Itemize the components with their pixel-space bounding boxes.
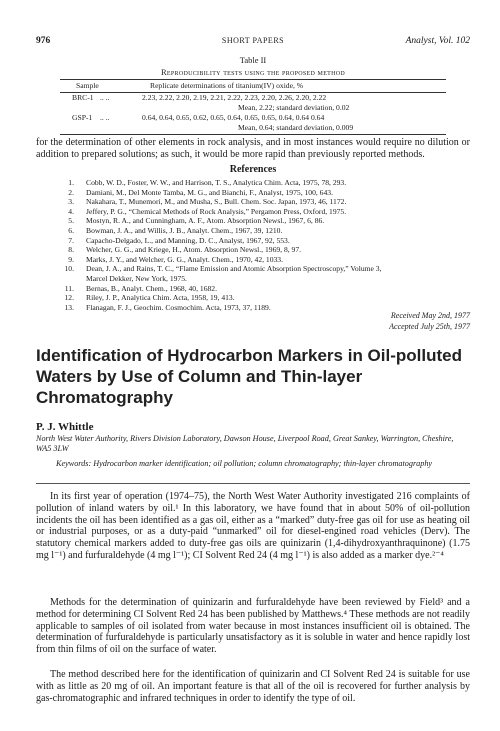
reference-number: 11. <box>64 283 74 293</box>
reference-item <box>36 245 470 255</box>
journal-name: Analyst, Vol. 102 <box>405 36 470 46</box>
reference-item <box>36 207 470 217</box>
section-label: SHORT PAPERS <box>221 36 285 45</box>
reference-item <box>36 264 470 274</box>
reference-text: Dean, J. A., and Rains, T. C., “Flame Emission and Atomic Absorption Spectroscopy,” Volume 3, <box>86 264 382 274</box>
table-cell-stats: Mean, 2.22; standard deviation, 0.02 <box>238 103 350 112</box>
reference-item <box>36 284 470 294</box>
table-cell-stats: Mean, 0.64; standard deviation, 0.009 <box>238 123 354 132</box>
reference-text: Bernas, B., Analyt. Chem., 1968, 40, 1682. <box>86 283 217 293</box>
body-paragraph: Methods for the determination of quinizarin and furfuraldehyde have been reviewed by Field³ and a method for determining CI Solvent Red 24 has been published by Matthews.⁴ These methods are not readily applicable to samples of oil isolated from water because in most instances insufficient oil is obtained. The determination of furfuraldehyde is particularly unsatisfactory as it is soluble in water and hence rapidly lost from thin films of oil on the surface of water. <box>36 597 470 656</box>
intro-paragraph: for the determination of other elements in rock analysis, and in most instances would require no dilution or addition to prepared solutions; as such, it would be more rapid than previously reported methods. <box>36 137 470 160</box>
reference-text: Cobb, W. D., Foster, W. W., and Harrison, T. S., Analytica Chim. Acta, 1975, 78, 293. <box>86 178 347 187</box>
references-heading: References <box>229 164 277 175</box>
table-number: Table II <box>239 55 267 65</box>
reference-item <box>36 216 470 226</box>
table-top-rule <box>60 79 446 80</box>
table-cell-leader: .. .. <box>100 93 110 102</box>
reference-item <box>36 236 470 246</box>
keywords <box>56 459 456 469</box>
reference-item <box>36 197 470 207</box>
article-author: P. J. Whittle <box>36 421 94 433</box>
reference-text: Damiani, M., Del Monte Tamba, M. G., and Bianchi, F., Analyst, 1975, 100, 643. <box>86 187 333 197</box>
reference-text: Jeffery, P. G., “Chemical Methods of Rock Analysis,” Pergamon Press, Oxford, 1975. <box>86 206 347 216</box>
reference-number: 12. <box>64 293 74 303</box>
reference-number: 1. <box>68 178 74 187</box>
received-date: Received May 2nd, 1977 <box>390 311 470 320</box>
table-col-values: Replicate determinations of titanium(IV) oxide, % <box>150 81 304 90</box>
reference-item <box>36 188 470 198</box>
reference-item <box>36 226 470 236</box>
reference-text: Marcel Dekker, New York, 1975. <box>86 273 187 283</box>
reference-number: 2. <box>68 187 74 197</box>
running-header <box>36 36 470 48</box>
reference-text: Nakahara, T., Munemori, M., and Musha, S., Bull. Chem. Soc. Japan, 1973, 46, 1172. <box>86 197 347 207</box>
reference-item <box>36 178 470 188</box>
reference-item <box>36 293 470 303</box>
reference-text: Bowman, J. A., and Willis, J. B., Analyt. Chem., 1967, 39, 1210. <box>86 225 283 235</box>
accepted-date: Accepted July 25th, 1977 <box>389 322 470 331</box>
reference-item <box>36 255 470 265</box>
reference-list <box>36 178 470 312</box>
table-row <box>60 93 452 113</box>
page-number: 976 <box>36 36 51 46</box>
table-bottom-rule <box>60 134 446 135</box>
table-cell-sample: BRC-1 <box>72 93 94 102</box>
section-rule <box>36 483 470 484</box>
reference-number: 10. <box>64 264 74 274</box>
reference-text: Marks, J. Y., and Welcher, G. G., Analyt. Chem., 1970, 42, 1033. <box>86 254 283 264</box>
table-caption: Reproducibility tests using the proposed method <box>160 67 346 77</box>
table-cell-values: 2.23, 2.22, 2.20, 2.19, 2.21, 2.22, 2.23, 2.20, 2.26, 2.20, 2.22 <box>142 93 327 102</box>
reference-number: 3. <box>68 197 74 207</box>
reference-number: 4. <box>68 206 74 216</box>
article-affiliation: North West Water Authority, Rivers Division Laboratory, Dawson House, Liverpool Road, Great Sankey, Warrington, Cheshire, WA5 3LW <box>36 434 454 453</box>
reference-text: Flanagan, F. J., Geochim. Cosmochim. Acta, 1973, 37, 1189. <box>86 302 271 312</box>
body-paragraph: In its first year of operation (1974–75), the North West Water Authority investigated 216 complaints of pollution of inland waters by oil.¹ In this laboratory, we have found that in about 50% of oil-pollution incidents the oil has been identified as a gas oil, either as a “marked” duty-free gas oil for use as heating oil or industrial purposes, or as a duty-paid “unmarked” oil for diesel-engined road vehicles (Derv). The statutory chemical markers added to duty-free gas oils are quinizarin (1,4-dihydroxyanthraquinone) (1.75 mg l⁻¹) and furfuraldehyde (4 mg l⁻¹); CI Solvent Red 24 (4 mg l⁻¹) is also added as a marker dye.²⁻⁴ <box>36 491 470 561</box>
article-title: Identification of Hydrocarbon Markers in Oil-polluted Waters by Use of Column and Thin-layer Chromatography <box>36 346 462 407</box>
table-col-sample: Sample <box>76 81 99 90</box>
keywords-text: Hydrocarbon marker identification; oil pollution; column chromatography; thin-layer chromatography <box>93 459 433 468</box>
body-paragraph: The method described here for the identification of quinizarin and CI Solvent Red 24 is suitable for use with as little as 20 mg of oil. An important feature is that all of the oil is recovered for further analysis by gas-chromatographic and infrared techniques in order to identify the type of oil. <box>36 669 470 704</box>
table-row <box>60 113 452 133</box>
reference-text: Mostyn, R. A., and Cunningham, A. F., Atom. Absorption Newsl., 1967, 6, 86. <box>86 216 325 226</box>
reference-text: Riley, J. P., Analytica Chim. Acta, 1958, 19, 413. <box>86 293 235 303</box>
reference-number: 9. <box>68 254 74 264</box>
reference-number: 5. <box>68 216 74 226</box>
reference-number: 7. <box>68 235 74 245</box>
table-cell-values: 0.64, 0.64, 0.65, 0.62, 0.65, 0.64, 0.65, 0.65, 0.64, 0.64 0.64 <box>142 113 325 122</box>
keywords-label: Keywords: <box>56 459 92 468</box>
reference-number: 6. <box>68 225 74 235</box>
reference-item <box>36 274 470 284</box>
reference-number: 8. <box>68 245 74 255</box>
table-cell-leader: .. .. <box>100 113 110 122</box>
reference-number: 13. <box>64 302 74 312</box>
reference-text: Welcher, G. G., and Kriege, H., Atom. Absorption Newsl., 1969, 8, 97. <box>86 245 302 255</box>
reference-text: Capacho-Delgado, L., and Manning, D. C., Analyst, 1967, 92, 553. <box>86 235 290 245</box>
table-cell-sample: GSP-1 <box>72 113 93 122</box>
